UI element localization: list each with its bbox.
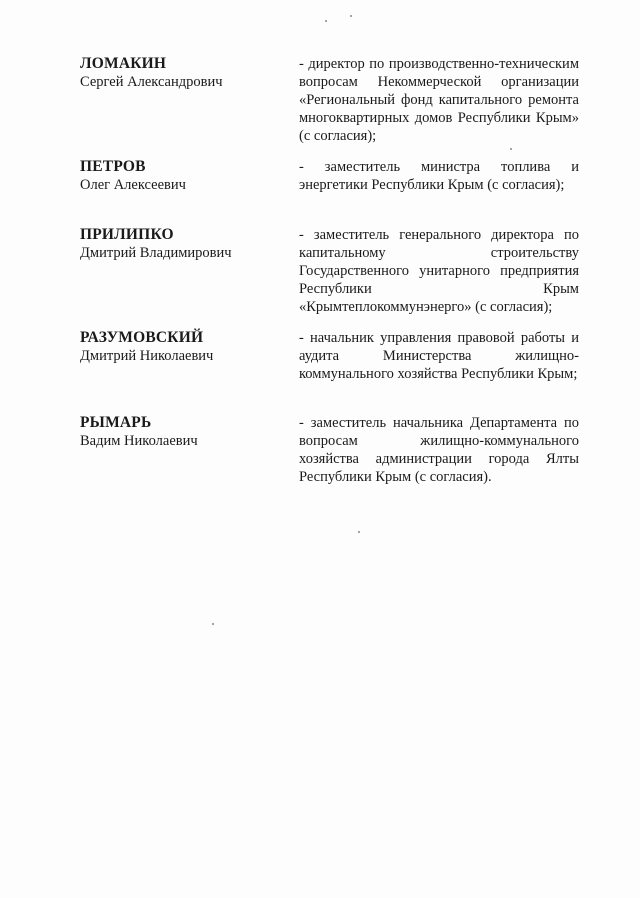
member-position: - заместитель генерального директора по капитальному строительству Государственного унитарного предприятия Республики Крым «Крымтеплокоммунэнерго» (с согласия); [299,227,579,315]
member-given-names: Сергей Александрович [80,74,223,90]
member-given-names: Дмитрий Владимирович [80,245,232,261]
scan-speck [510,148,512,150]
member-position: - заместитель начальника Департамента по вопросам жилищно-коммунального хозяйства администрации города Ялты Республики Крым (с согласия). [299,415,579,485]
scan-speck [212,623,214,625]
member-position: - директор по производственно-техническим вопросам Некоммерческой организации «Региональный фонд капитального ремонта многоквартирных домов Республики Крым» (с согласия); [299,56,579,144]
member-given-names: Олег Алексеевич [80,177,186,193]
scan-speck [358,531,360,533]
member-given-names: Вадим Николаевич [80,433,198,449]
member-name-block [80,329,280,365]
member-given-names: Дмитрий Николаевич [80,348,214,364]
member-name-block [80,226,280,262]
member-surname: ПРИЛИПКО [80,226,174,243]
member-name-block [80,414,280,450]
member-position: - начальник управления правовой работы и аудита Министерства жилищно-коммунального хозяйства Республики Крым; [299,330,579,382]
member-surname: РАЗУМОВСКИЙ [80,329,204,346]
member-surname: ЛОМАКИН [80,55,167,72]
scan-speck [350,15,352,17]
member-surname: РЫМАРЬ [80,414,152,431]
member-position: - заместитель министра топлива и энергетики Республики Крым (с согласия); [299,159,579,193]
scan-speck [325,20,327,22]
member-name-block [80,55,280,91]
member-surname: ПЕТРОВ [80,158,146,175]
member-name-block [80,158,280,194]
